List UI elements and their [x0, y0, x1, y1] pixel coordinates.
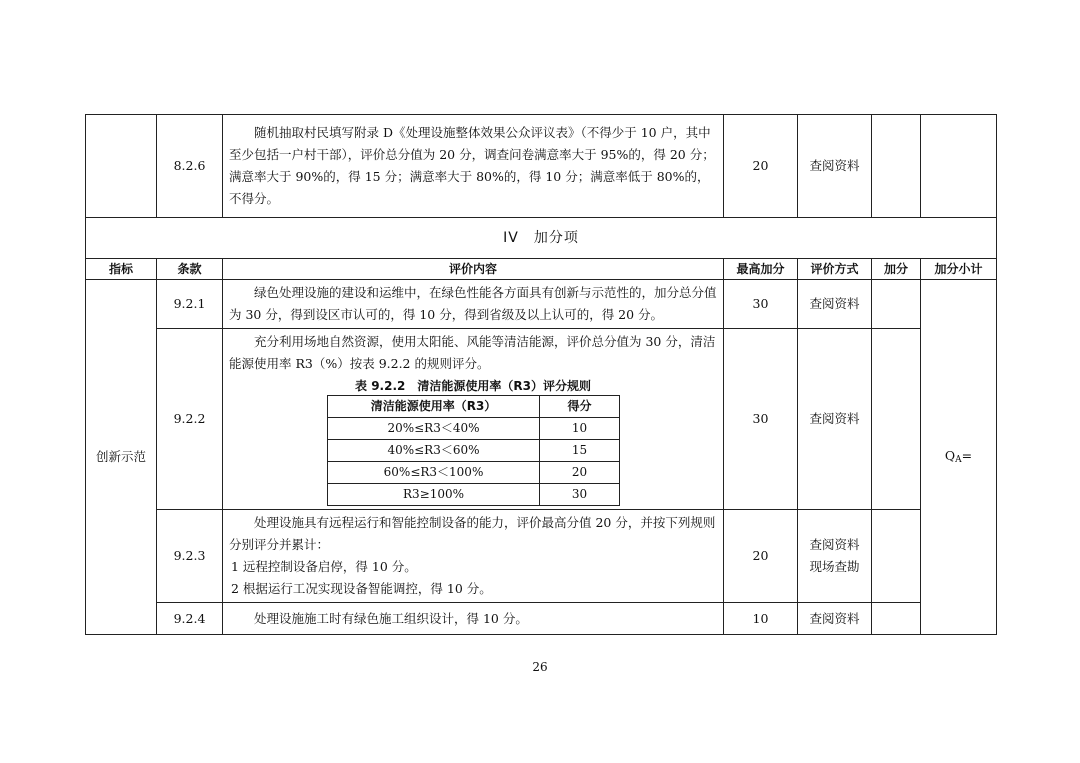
content-cell — [223, 603, 724, 635]
header-row — [86, 259, 997, 280]
header-bonus: 加分 — [872, 259, 921, 280]
header-subtotal: 加分小计 — [921, 259, 997, 280]
section-row — [86, 218, 997, 259]
table-row-9-2-1 — [86, 280, 997, 329]
clause-cell: 9.2.4 — [157, 603, 223, 635]
content-text: 绿色处理设施的建设和运维中，在绿色性能各方面具有创新与示范性的，加分总分值为 30 分，得到设区市认可的，得 10 分，得到省级及以上认可的，得 20 分。 — [229, 285, 717, 322]
subtotal-label — [945, 448, 972, 463]
content-cell — [223, 329, 724, 510]
header-clause: 条款 — [157, 259, 223, 280]
clause-cell: 8.2.6 — [157, 115, 223, 218]
rule-item: 2 根据运行工况实现设备智能调控，得 10 分。 — [231, 581, 492, 596]
sub-cell-rate: R3≥100% — [328, 484, 540, 506]
subtotal-subscript: A — [955, 455, 962, 465]
sub-cell-score: 30 — [540, 484, 620, 506]
max-score-cell: 10 — [724, 603, 798, 635]
sub-cell-rate: 20%≤R3＜40% — [328, 418, 540, 440]
max-score-cell: 20 — [724, 115, 798, 218]
table-row-9-2-2 — [86, 329, 997, 510]
sub-cell-score: 10 — [540, 418, 620, 440]
method-cell: 查阅资料 — [798, 115, 872, 218]
max-score-cell: 30 — [724, 329, 798, 510]
content-text: 随机抽取村民填写附录 D《处理设施整体效果公众评议表》（不得少于 10 户，其中至少包括一户村干部），评价总分值为 20 分，调查问卷满意率大于 95%的，得 20 分；满意率大于 90%的，得 15 分；满意率大于 80%的，得 10 分；满意率低于 80%的，不得分。 — [229, 125, 715, 206]
sub-table-row — [328, 418, 620, 440]
bonus-cell — [872, 280, 921, 329]
max-score-cell: 30 — [724, 280, 798, 329]
method-cell — [798, 510, 872, 603]
sub-table-row — [328, 440, 620, 462]
sub-cell-score: 15 — [540, 440, 620, 462]
bonus-cell — [872, 510, 921, 603]
content-text: 处理设施施工时有绿色施工组织设计，得 10 分。 — [254, 610, 528, 626]
page-number: 26 — [532, 660, 548, 674]
sub-cell-rate: 60%≤R3＜100% — [328, 462, 540, 484]
section-title: IV 加分项 — [86, 218, 997, 259]
rule-item: 1 远程控制设备启停，得 10 分。 — [231, 559, 417, 574]
method-line: 查阅资料 — [809, 537, 860, 552]
table-row-9-2-4 — [86, 603, 997, 635]
sub-header-rate: 清洁能源使用率（R3） — [328, 396, 540, 418]
sub-cell-rate: 40%≤R3＜60% — [328, 440, 540, 462]
method-cell: 查阅资料 — [798, 280, 872, 329]
sub-table-caption: 表 9.2.2 清洁能源使用率（R3）评分规则 — [355, 379, 591, 393]
subtotal-prefix: Q — [944, 448, 956, 463]
content-cell — [223, 115, 724, 218]
table-row-8-2-6 — [86, 115, 997, 218]
indicator-cell-empty — [86, 115, 157, 218]
clause-cell: 9.2.1 — [157, 280, 223, 329]
sub-table-row — [328, 462, 620, 484]
header-indicator: 指标 — [86, 259, 157, 280]
header-content: 评价内容 — [223, 259, 724, 280]
subtotal-cell — [921, 115, 997, 218]
sub-table-header-row — [328, 396, 620, 418]
clause-cell: 9.2.3 — [157, 510, 223, 603]
max-score-cell: 20 — [724, 510, 798, 603]
bonus-cell — [872, 115, 921, 218]
sub-cell-score: 20 — [540, 462, 620, 484]
indicator-cell: 创新示范 — [86, 280, 157, 635]
bonus-cell — [872, 603, 921, 635]
sub-table — [327, 395, 620, 506]
content-text: 充分利用场地自然资源，使用太阳能、风能等清洁能源，评价总分值为 30 分，清洁能源使用率 R3（%）按表 9.2.2 的规则评分。 — [229, 334, 716, 371]
content-cell — [223, 510, 724, 603]
method-cell: 查阅资料 — [798, 329, 872, 510]
table-row-9-2-3 — [86, 510, 997, 603]
sub-header-score: 得分 — [540, 396, 620, 418]
sub-table-row — [328, 484, 620, 506]
method-cell: 查阅资料 — [798, 603, 872, 635]
subtotal-suffix: = — [961, 448, 973, 463]
evaluation-table — [85, 114, 997, 635]
content-text: 处理设施具有远程运行和智能控制设备的能力，评价最高分值 20 分，并按下列规则分别评分并累计： — [229, 515, 716, 552]
content-cell — [223, 280, 724, 329]
header-max-score: 最高加分 — [724, 259, 798, 280]
method-line: 现场查勘 — [809, 559, 860, 574]
bonus-cell — [872, 329, 921, 510]
header-method: 评价方式 — [798, 259, 872, 280]
clause-cell: 9.2.2 — [157, 329, 223, 510]
subtotal-cell — [921, 280, 997, 635]
